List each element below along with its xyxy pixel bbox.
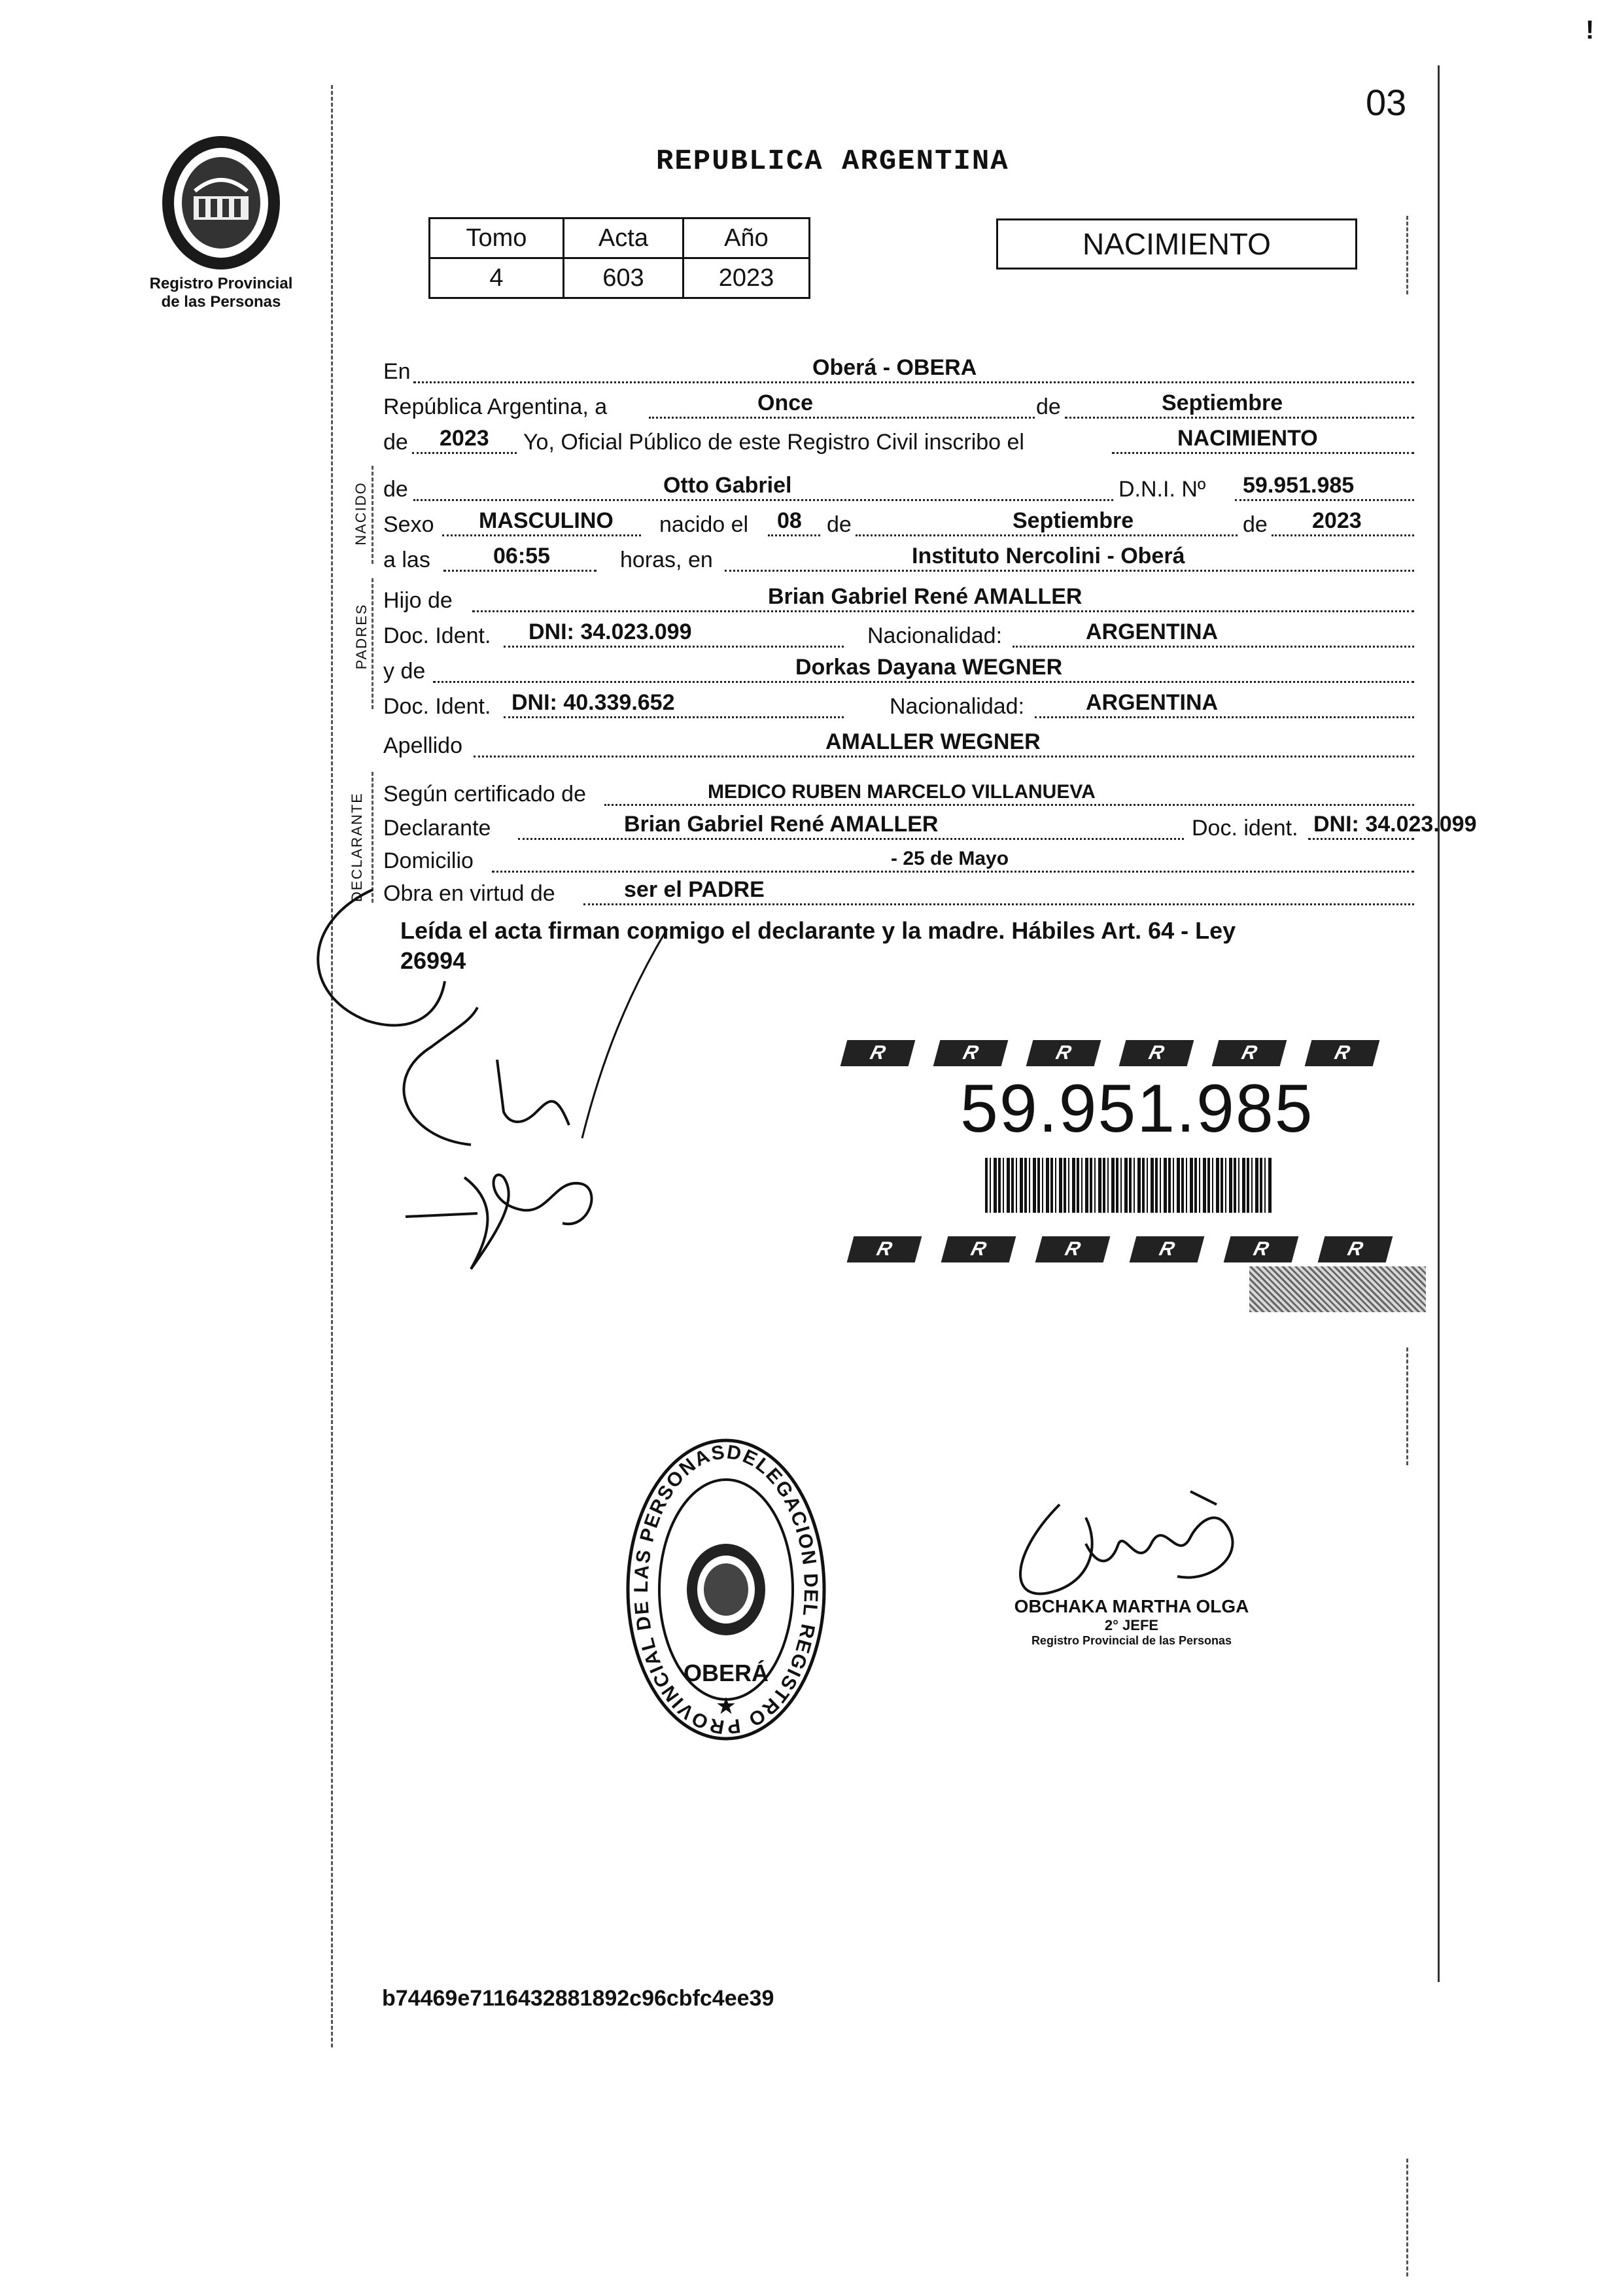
record-table-header: Tomo	[430, 218, 564, 258]
record-table-header-row	[430, 218, 810, 258]
barcode	[985, 1158, 1273, 1213]
registro-logo-icon: R	[1119, 1040, 1194, 1066]
section-label-padres: PADRES	[353, 603, 370, 670]
dni-sticker	[844, 1040, 1432, 1315]
value-birth-month: Septiembre	[1013, 508, 1134, 533]
value-father: Brian Gabriel René AMALLER	[768, 584, 1083, 609]
value-apellido: AMALLER WEGNER	[825, 729, 1041, 754]
record-table-header: Año	[683, 218, 809, 258]
label-en: En	[383, 359, 411, 384]
label-republica: República Argentina, a	[383, 394, 608, 419]
value-month: Septiembre	[1162, 391, 1283, 415]
value-act-type: NACIMIENTO	[1177, 426, 1318, 451]
registro-logo-icon: R	[1318, 1236, 1393, 1262]
registro-logo-icon: R	[847, 1236, 922, 1262]
label-doc-ident-3: Doc. ident.	[1192, 816, 1298, 841]
svg-text:★: ★	[715, 1692, 737, 1719]
row-officer	[381, 423, 1414, 458]
fill-line	[442, 534, 641, 536]
fill-line	[1035, 716, 1414, 718]
record-table	[428, 217, 810, 299]
value-day: Once	[757, 391, 814, 415]
value-birth-year: 2023	[1312, 508, 1362, 533]
label-de: de	[383, 477, 408, 502]
fill-line	[725, 570, 1414, 572]
row-name	[381, 470, 1414, 505]
declarant-signature-icon	[275, 863, 680, 1151]
document-hash: b74469e7116432881892c96cbfc4ee39	[382, 1986, 774, 2011]
fill-line	[856, 534, 1238, 536]
fill-line	[443, 570, 597, 572]
label-year-de: de	[383, 430, 408, 455]
record-table-value: 2023	[683, 258, 809, 298]
fill-line	[1112, 452, 1414, 454]
label-segun-certificado: Según certificado de	[383, 782, 586, 807]
label-sexo: Sexo	[383, 512, 434, 537]
official-name: OBCHAKA MARTHA OLGA	[1014, 1596, 1249, 1616]
row-sex	[381, 505, 1414, 540]
section-divider	[372, 466, 373, 564]
label-de-3: de	[1243, 512, 1268, 537]
label-officer: Yo, Oficial Público de este Registro Civil inscribo el	[523, 430, 1024, 455]
page-title: REPUBLICA ARGENTINA	[656, 145, 1009, 178]
record-type-box: NACIMIENTO	[996, 218, 1357, 270]
label-domicilio: Domicilio	[383, 848, 474, 873]
fill-line	[472, 610, 1414, 612]
row-mother-doc	[381, 687, 1414, 722]
value-father-doc: DNI: 34.023.099	[528, 619, 692, 644]
value-mother: Dorkas Dayana WEGNER	[795, 655, 1063, 680]
label-dni: D.N.I. Nº	[1118, 477, 1206, 502]
official-org: Registro Provincial de las Personas	[1031, 1634, 1232, 1647]
row-time	[381, 540, 1414, 576]
fill-line	[583, 903, 1414, 905]
label-alas: a las	[383, 548, 430, 572]
label-nacido-el: nacido el	[659, 512, 749, 537]
registro-logo-icon: R	[941, 1236, 1016, 1262]
row-place	[381, 352, 1414, 387]
sticker-logo-row-bottom	[850, 1236, 1432, 1266]
row-certificate	[381, 774, 1414, 810]
row-declarante	[381, 809, 1477, 844]
label-de: de	[1036, 394, 1061, 419]
label-y-de: y de	[383, 659, 426, 684]
stamp-ring-text: DELEGACION DEL REGISTRO PROVINCIAL DE LAS PERSONAS	[630, 1441, 822, 1738]
row-father-doc	[381, 616, 1414, 652]
label-de-2: de	[827, 512, 852, 537]
fill-line	[1308, 838, 1414, 840]
registro-logo-icon: R	[1212, 1040, 1287, 1066]
value-declarante: Brian Gabriel René AMALLER	[624, 812, 939, 837]
fill-line	[474, 756, 1414, 757]
corner-mark: !	[1585, 16, 1595, 44]
page-number: 03	[1366, 82, 1407, 123]
registro-logo-icon: R	[1035, 1236, 1111, 1262]
fill-line	[1235, 499, 1414, 501]
label-doc-ident: Doc. Ident.	[383, 623, 491, 648]
value-father-nationality: ARGENTINA	[1086, 619, 1219, 644]
official-signature-icon	[981, 1478, 1256, 1616]
record-table-value-row	[430, 258, 810, 298]
registro-logo-icon: R	[1305, 1040, 1380, 1066]
label-apellido: Apellido	[383, 733, 462, 758]
value-year: 2023	[440, 426, 489, 451]
row-mother	[381, 652, 1414, 687]
fill-line	[604, 804, 1414, 806]
row-date	[381, 387, 1414, 423]
mother-signature-icon	[392, 1151, 641, 1282]
label-obra: Obra en virtud de	[383, 881, 555, 906]
logo-caption	[123, 275, 319, 311]
dni-number-large: 59.951.985	[960, 1071, 1314, 1147]
registro-logo-icon: R	[1130, 1236, 1205, 1262]
far-right-dash-3	[1406, 2159, 1408, 2276]
fill-line	[504, 716, 844, 718]
fill-line	[518, 838, 1184, 840]
value-domicilio: - 25 de Mayo	[891, 848, 1009, 869]
far-right-dash-2	[1406, 1348, 1408, 1465]
record-table-header: Acta	[563, 218, 683, 258]
stamp-city: OBERÁ	[683, 1660, 769, 1686]
value-obra: ser el PADRE	[624, 877, 765, 902]
legal-line-2: 26994	[400, 947, 466, 974]
logo	[156, 131, 286, 275]
fill-line	[412, 452, 517, 454]
label-nacionalidad-2: Nacionalidad:	[890, 694, 1025, 719]
fill-line	[413, 381, 1414, 383]
registro-logo-icon: R	[840, 1040, 916, 1066]
row-apellido	[381, 726, 1414, 761]
value-sexo: MASCULINO	[479, 508, 614, 533]
registro-logo-icon: R	[1224, 1236, 1299, 1262]
label-horas-en: horas, en	[620, 548, 713, 572]
registry-stamp-icon	[621, 1433, 831, 1760]
legal-line-1: Leída el acta firman conmigo el declarante y la madre. Hábiles Art. 64 - Ley	[400, 917, 1236, 944]
fill-line	[504, 646, 844, 648]
value-mother-doc: DNI: 40.339.652	[511, 690, 675, 715]
fill-line	[433, 681, 1414, 683]
value-birth-day: 08	[777, 508, 802, 533]
record-table-value: 4	[430, 258, 564, 298]
far-right-dash	[1406, 216, 1408, 294]
logo-caption-line-1: Registro Provincial	[149, 275, 293, 292]
provincia-de-misiones-seal-icon	[156, 131, 286, 275]
official-block	[968, 1596, 1295, 1648]
value-certificate: MEDICO RUBEN MARCELO VILLANUEVA	[708, 781, 1096, 803]
right-margin-line	[1438, 65, 1440, 1982]
section-label-nacido: NACIDO	[353, 481, 369, 546]
label-declarante: Declarante	[383, 816, 491, 841]
registro-logo-icon: R	[1026, 1040, 1101, 1066]
fill-line	[1272, 534, 1414, 536]
fill-line	[1013, 646, 1414, 648]
label-hijo-de: Hijo de	[383, 588, 453, 613]
value-dni: 59.951.985	[1243, 473, 1355, 498]
value-name: Otto Gabriel	[663, 473, 792, 498]
security-hologram	[1249, 1266, 1426, 1312]
registro-logo-icon: R	[933, 1040, 1009, 1066]
label-nacionalidad: Nacionalidad:	[867, 623, 1003, 648]
value-time: 06:55	[493, 544, 550, 568]
logo-caption-line-2: de las Personas	[161, 293, 281, 311]
value-birth-place: Instituto Nercolini - Oberá	[912, 544, 1185, 568]
row-father	[381, 581, 1414, 616]
label-doc-ident-2: Doc. Ident.	[383, 694, 491, 719]
fill-line	[1065, 417, 1414, 419]
value-declarante-doc: DNI: 34.023.099	[1313, 812, 1477, 837]
fill-line	[649, 417, 1035, 419]
section-divider	[372, 578, 373, 709]
value-mother-nationality: ARGENTINA	[1086, 690, 1219, 715]
fill-line	[413, 499, 1113, 501]
official-role: 2° JEFE	[1104, 1617, 1159, 1633]
value-place: Oberá - OBERA	[812, 355, 977, 380]
record-table-value: 603	[563, 258, 683, 298]
fill-line	[768, 534, 820, 536]
section-label-declarante: DECLARANTE	[349, 792, 365, 902]
sticker-logo-row-top	[844, 1040, 1432, 1070]
